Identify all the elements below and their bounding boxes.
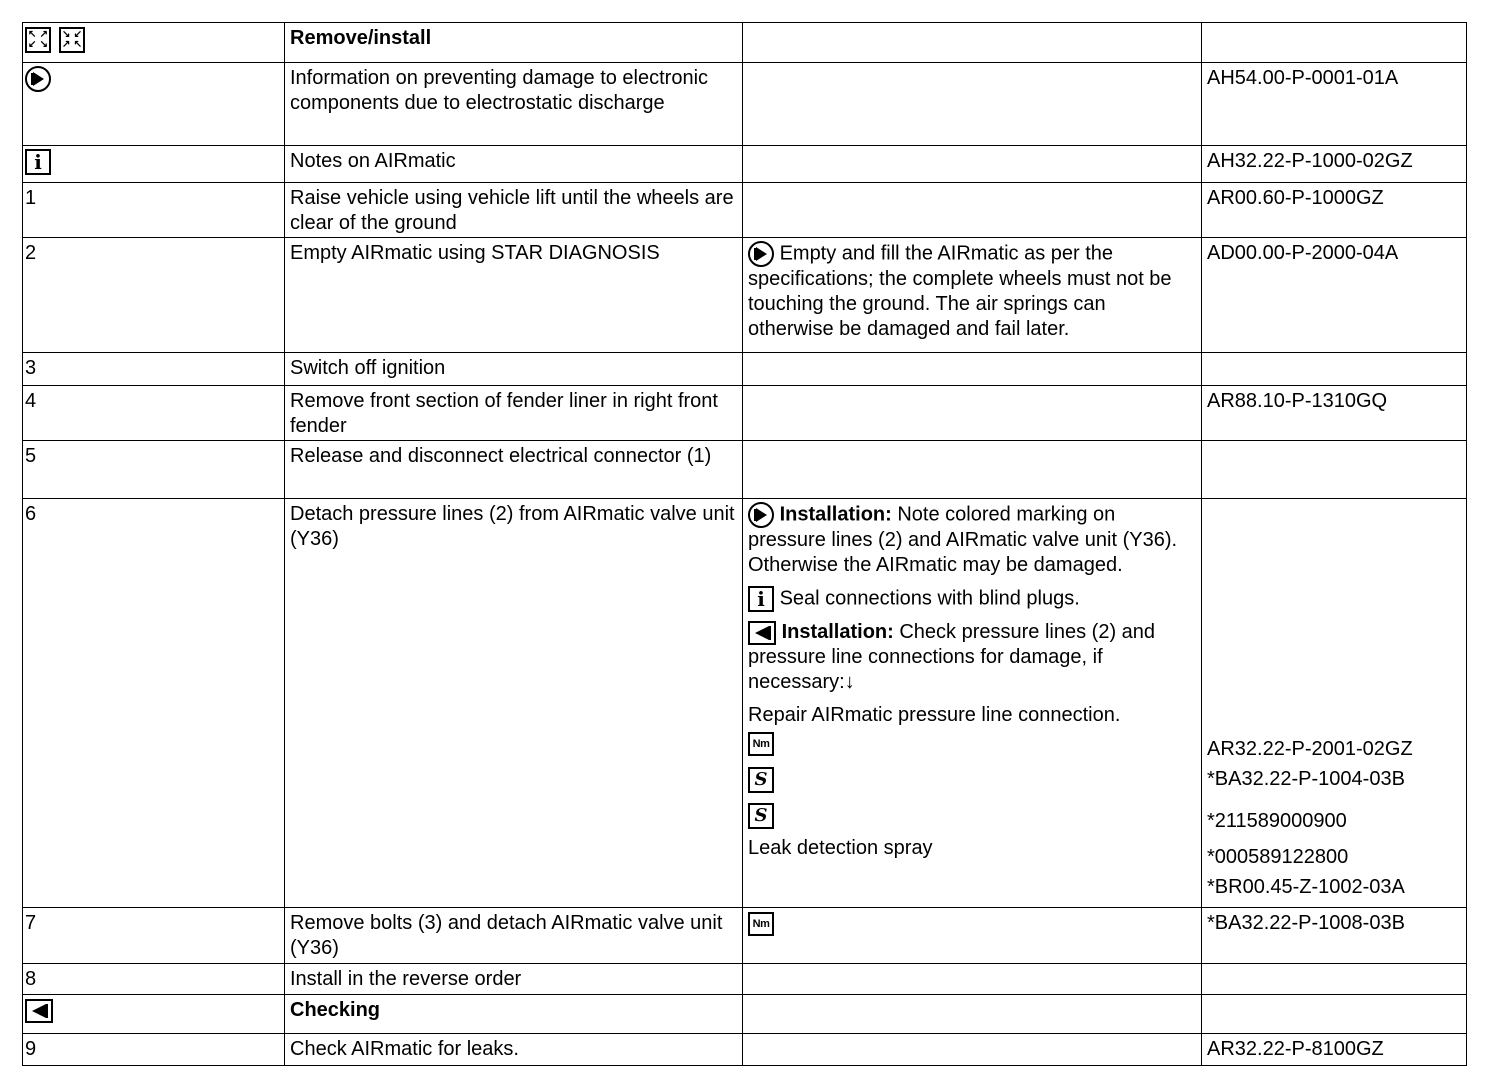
arrow-down-icon: ↓ — [844, 671, 855, 693]
step-number: 9 — [23, 1034, 285, 1066]
row-text: Detach pressure lines (2) from AIRmatic valve unit (Y36) — [285, 499, 743, 908]
step-number: 2 — [23, 238, 285, 353]
leak-note: Leak detection spray — [748, 837, 933, 859]
table-row — [23, 63, 1467, 146]
row-ref-link[interactable]: *BA32.22-P-1008-03B — [1202, 908, 1467, 964]
esd-warning-icon — [748, 241, 774, 267]
esd-warning-icon — [25, 66, 51, 92]
row-ref-link[interactable]: *BA32.22-P-1004-03B — [1207, 768, 1405, 790]
repair-note: Repair AIRmatic pressure line connection. — [748, 704, 1121, 726]
row-ref-link[interactable]: *211589000900 — [1207, 810, 1347, 832]
row-ref-link[interactable] — [1202, 441, 1467, 499]
torque-icon: Nm — [748, 732, 774, 756]
table-row — [23, 1034, 1467, 1066]
row-ref-link[interactable]: AH54.00-P-0001-01A — [1202, 63, 1467, 146]
esd-warning-icon — [748, 502, 774, 528]
row-ref-link[interactable]: AR32.22-P-8100GZ — [1202, 1034, 1467, 1066]
row-ref-link[interactable]: AR00.60-P-1000GZ — [1202, 183, 1467, 238]
row-ref-link[interactable]: AR88.10-P-1310GQ — [1202, 386, 1467, 441]
info-icon: i — [748, 586, 774, 612]
table-row — [23, 908, 1467, 964]
table-row — [23, 238, 1467, 353]
section-title: Remove/install — [285, 23, 743, 63]
row-text: Install in the reverse order — [285, 964, 743, 995]
row-text: Release and disconnect electrical connector (1) — [285, 441, 743, 499]
step-number: 7 — [23, 908, 285, 964]
row-ref-link[interactable] — [1202, 353, 1467, 386]
special-tool-icon: S — [748, 803, 774, 829]
collapse-all-icon[interactable]: ↘ ↙ ↗ ↖ — [59, 27, 85, 53]
seal-note: i Seal connections with blind plugs. — [748, 586, 1196, 612]
checking-icon — [25, 999, 53, 1023]
row-ref-link[interactable]: AR32.22-P-2001-02GZ — [1207, 738, 1413, 760]
row-text: Information on preventing damage to electronic components due to electrostatic discharge — [285, 63, 743, 146]
row-text: Check AIRmatic for leaks. — [285, 1034, 743, 1066]
section-title: Checking — [285, 995, 743, 1034]
expand-all-icon[interactable]: ↖ ↗ ↙ ↘ — [25, 27, 51, 53]
table-row — [23, 353, 1467, 386]
row-ref-link[interactable]: AH32.22-P-1000-02GZ — [1202, 146, 1467, 183]
row-note: Empty and fill the AIRmatic as per the specifications; the complete wheels must not be touching the ground. The air springs can otherwise be damaged and fail later. — [748, 242, 1172, 340]
table-row — [23, 499, 1467, 908]
row-text: Switch off ignition — [285, 353, 743, 386]
step-number: 5 — [23, 441, 285, 499]
table-row — [23, 964, 1467, 995]
row-ref-link[interactable]: *BR00.45-Z-1002-03A — [1207, 876, 1405, 898]
torque-icon: Nm — [748, 912, 774, 936]
install-note: Installation: Note colored marking on pressure lines (2) and AIRmatic valve unit (Y36). Otherwise the AIRmatic may be damaged. — [748, 503, 1178, 576]
info-icon: i — [25, 149, 51, 175]
step-number: 4 — [23, 386, 285, 441]
step-number: 3 — [23, 353, 285, 386]
row-text: Raise vehicle using vehicle lift until the wheels are clear of the ground — [285, 183, 743, 238]
table-header-row — [23, 23, 1467, 63]
row-text: Remove bolts (3) and detach AIRmatic valve unit (Y36) — [285, 908, 743, 964]
row-text: Notes on AIRmatic — [285, 146, 743, 183]
check-note: Installation: Check pressure lines (2) and pressure line connections for damage, if necessary:↓ — [748, 621, 1156, 693]
row-ref-link[interactable] — [1202, 964, 1467, 995]
step-number: 6 — [23, 499, 285, 908]
step-number: 8 — [23, 964, 285, 995]
checking-icon — [748, 621, 776, 645]
special-tool-icon: S — [748, 767, 774, 793]
table-row — [23, 995, 1467, 1034]
table-row — [23, 183, 1467, 238]
table-row — [23, 386, 1467, 441]
row-text: Remove front section of fender liner in right front fender — [285, 386, 743, 441]
row-ref-link[interactable]: *000589122800 — [1207, 846, 1349, 868]
row-ref-link[interactable]: AD00.00-P-2000-04A — [1202, 238, 1467, 353]
procedure-table — [22, 22, 1467, 1066]
table-row — [23, 146, 1467, 183]
step-number: 1 — [23, 183, 285, 238]
row-text: Empty AIRmatic using STAR DIAGNOSIS — [285, 238, 743, 353]
table-row — [23, 441, 1467, 499]
